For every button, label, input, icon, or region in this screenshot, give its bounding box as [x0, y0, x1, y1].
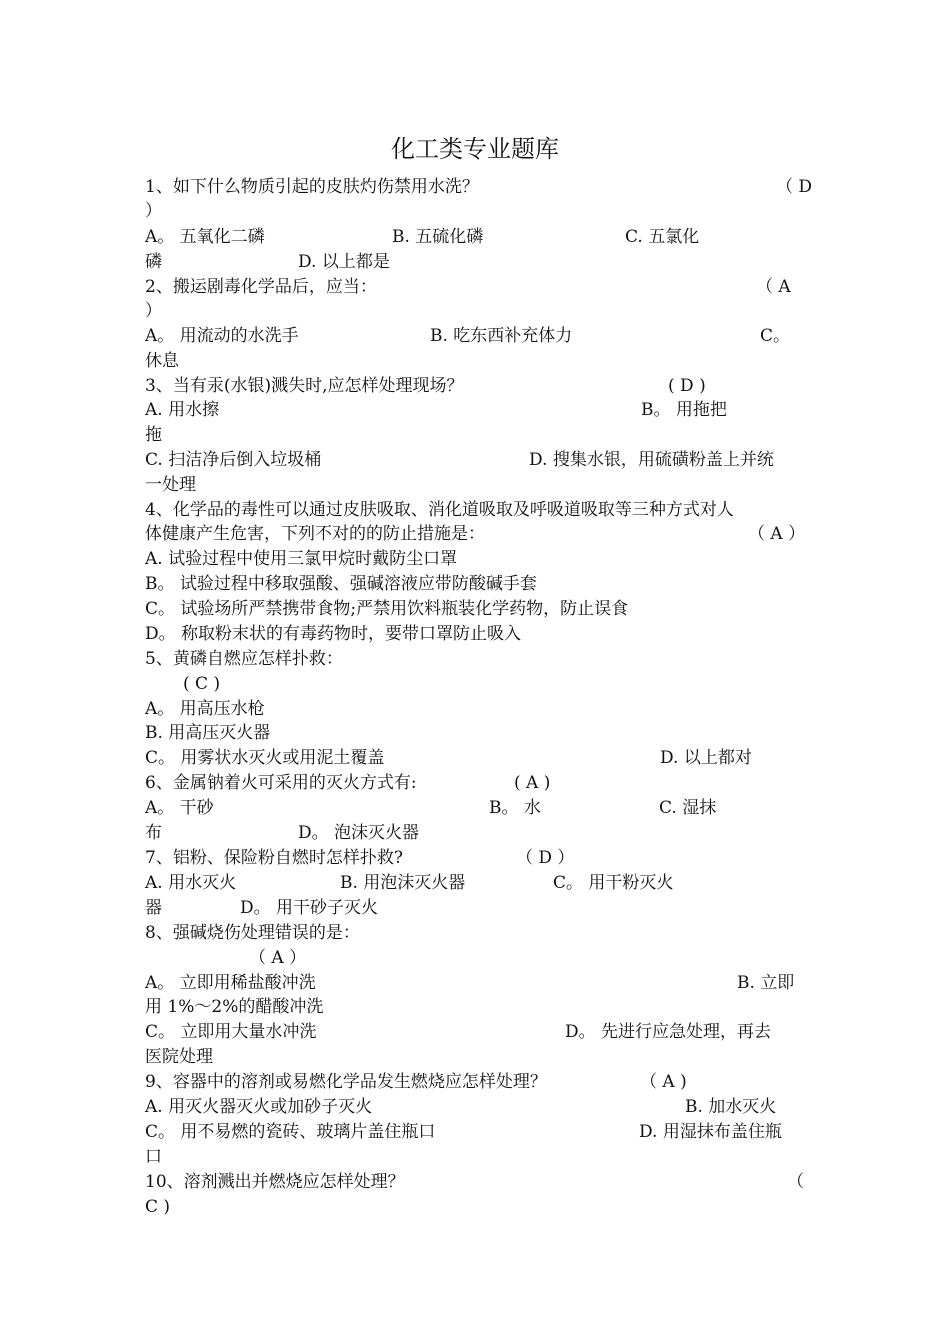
q6-option-b: B。 水 [489, 798, 541, 818]
q4-option-b: B。 试验过程中移取强酸、强碱溶液应带防酸碱手套 [145, 574, 537, 594]
q6-option-d: D。 泡沫灭火器 [298, 823, 420, 843]
q8-option-a: A。 立即用稀盐酸冲洗 [145, 973, 316, 993]
q2-option-c-cont: 休息 [145, 351, 179, 371]
q8-option-d: D。 先进行应急处理，再去 [565, 1022, 772, 1042]
question-7-answer: （ D ） [516, 848, 575, 868]
question-5: 5、黄磷自燃应怎样扑救： [145, 649, 343, 669]
q6-option-c-cont: 布 [145, 823, 162, 843]
question-2-answer: （ A [756, 277, 791, 297]
question-10-answer-cont: C ) [145, 1197, 171, 1217]
question-6: 6、金属钠着火可采用的灭火方式有: [145, 773, 417, 793]
q5-option-c: C。 用雾状水灭火或用泥土覆盖 [145, 748, 385, 768]
q4-option-c: C。 试验场所严禁携带食物;严禁用饮料瓶装化学药物，防止误食 [145, 599, 629, 619]
q5-option-b: B. 用高压灭火器 [145, 723, 271, 743]
q4-option-a: A. 试验过程中使用三氯甲烷时戴防尘口罩 [145, 549, 458, 569]
page-title: 化工类专业题库 [391, 135, 559, 163]
q5-option-a: A。 用高压水枪 [145, 699, 265, 719]
q5-option-d: D. 以上都对 [660, 748, 752, 768]
q3-option-b-cont: 拖 [145, 425, 162, 445]
q7-option-a: A. 用水灭火 [145, 873, 237, 893]
q1-option-d: D. 以上都是 [298, 252, 390, 272]
q7-option-d: D。 用干砂子灭火 [240, 898, 379, 918]
question-3-answer: ( D ) [668, 376, 706, 396]
question-2: 2、搬运剧毒化学品后，应当： [145, 277, 377, 297]
q1-option-c: C. 五氯化 [625, 227, 700, 247]
q3-option-b: B。 用拖把 [641, 400, 727, 420]
question-7: 7、铝粉、保险粉自燃时怎样扑救? [145, 848, 403, 868]
q4-option-d: D。 称取粉末状的有毒药物时，要带口罩防止吸入 [145, 624, 522, 644]
question-1: 1、如下什么物质引起的皮肤灼伤禁用水洗？ [145, 177, 479, 197]
question-9-answer: （ A ) [640, 1072, 687, 1092]
q3-option-d: D. 搜集水银，用硫磺粉盖上并统 [529, 450, 774, 470]
question-2-answer-close: ） [145, 301, 162, 321]
q1-option-b: B. 五硫化磷 [392, 227, 484, 247]
q2-option-a: A。 用流动的水洗手 [145, 326, 299, 346]
q6-option-c: C. 湿抹 [659, 798, 717, 818]
q3-option-a: A. 用水擦 [145, 400, 220, 420]
q2-option-c: C。 [760, 326, 791, 346]
question-5-answer: ( C ) [183, 674, 221, 694]
question-4-cont: 体健康产生危害，下列不对的的防止措施是： [145, 524, 485, 544]
q7-option-c-cont: 器 [145, 898, 162, 918]
q9-option-d-cont: 口 [145, 1147, 162, 1167]
question-8: 8、强碱烧伤处理错误的是： [145, 923, 360, 943]
q8-option-c: C。 立即用大量水冲洗 [145, 1022, 317, 1042]
q2-option-b: B. 吃东西补充体力 [430, 326, 573, 346]
q6-option-a: A。 干砂 [145, 798, 214, 818]
q1-option-c-cont: 磷 [145, 252, 162, 272]
q7-option-b: B. 用泡沫灭火器 [340, 873, 466, 893]
question-1-answer-close: ） [145, 201, 162, 221]
question-6-answer: ( A ) [514, 773, 551, 793]
question-10: 10、溶剂溅出并燃烧应怎样处理？ [145, 1172, 405, 1192]
question-1-answer: （ D [776, 177, 813, 197]
question-3: 3、当有汞(水银)溅失时,应怎样处理现场？ [145, 376, 464, 396]
q3-option-d-cont: 一处理 [145, 475, 196, 495]
q9-option-b: B. 加水灭火 [685, 1097, 777, 1117]
q9-option-d: D. 用湿抹布盖住瓶 [639, 1122, 782, 1142]
q1-option-a: A。 五氧化二磷 [145, 227, 265, 247]
q8-option-d-cont: 医院处理 [145, 1047, 213, 1067]
q9-option-a: A. 用灭火器灭火或加砂子灭火 [145, 1097, 373, 1117]
question-8-answer: （ A ） [249, 948, 307, 968]
q3-option-c: C. 扫洁净后倒入垃圾桶 [145, 450, 322, 470]
q8-option-b-cont: 用 1%～2%的醋酸冲洗 [145, 997, 324, 1017]
question-4: 4、化学品的毒性可以通过皮肤吸取、消化道吸取及呼吸道吸取等三种方式对人 [145, 500, 734, 520]
q9-option-c: C。 用不易燃的瓷砖、玻璃片盖住瓶口 [145, 1122, 436, 1142]
q8-option-b: B. 立即 [737, 973, 795, 993]
question-4-answer: （ A ） [748, 524, 806, 544]
question-9: 9、容器中的溶剂或易燃化学品发生燃烧应怎样处理？ [145, 1072, 547, 1092]
q7-option-c: C。 用干粉灭火 [553, 873, 674, 893]
question-10-answer: （ [787, 1172, 804, 1192]
